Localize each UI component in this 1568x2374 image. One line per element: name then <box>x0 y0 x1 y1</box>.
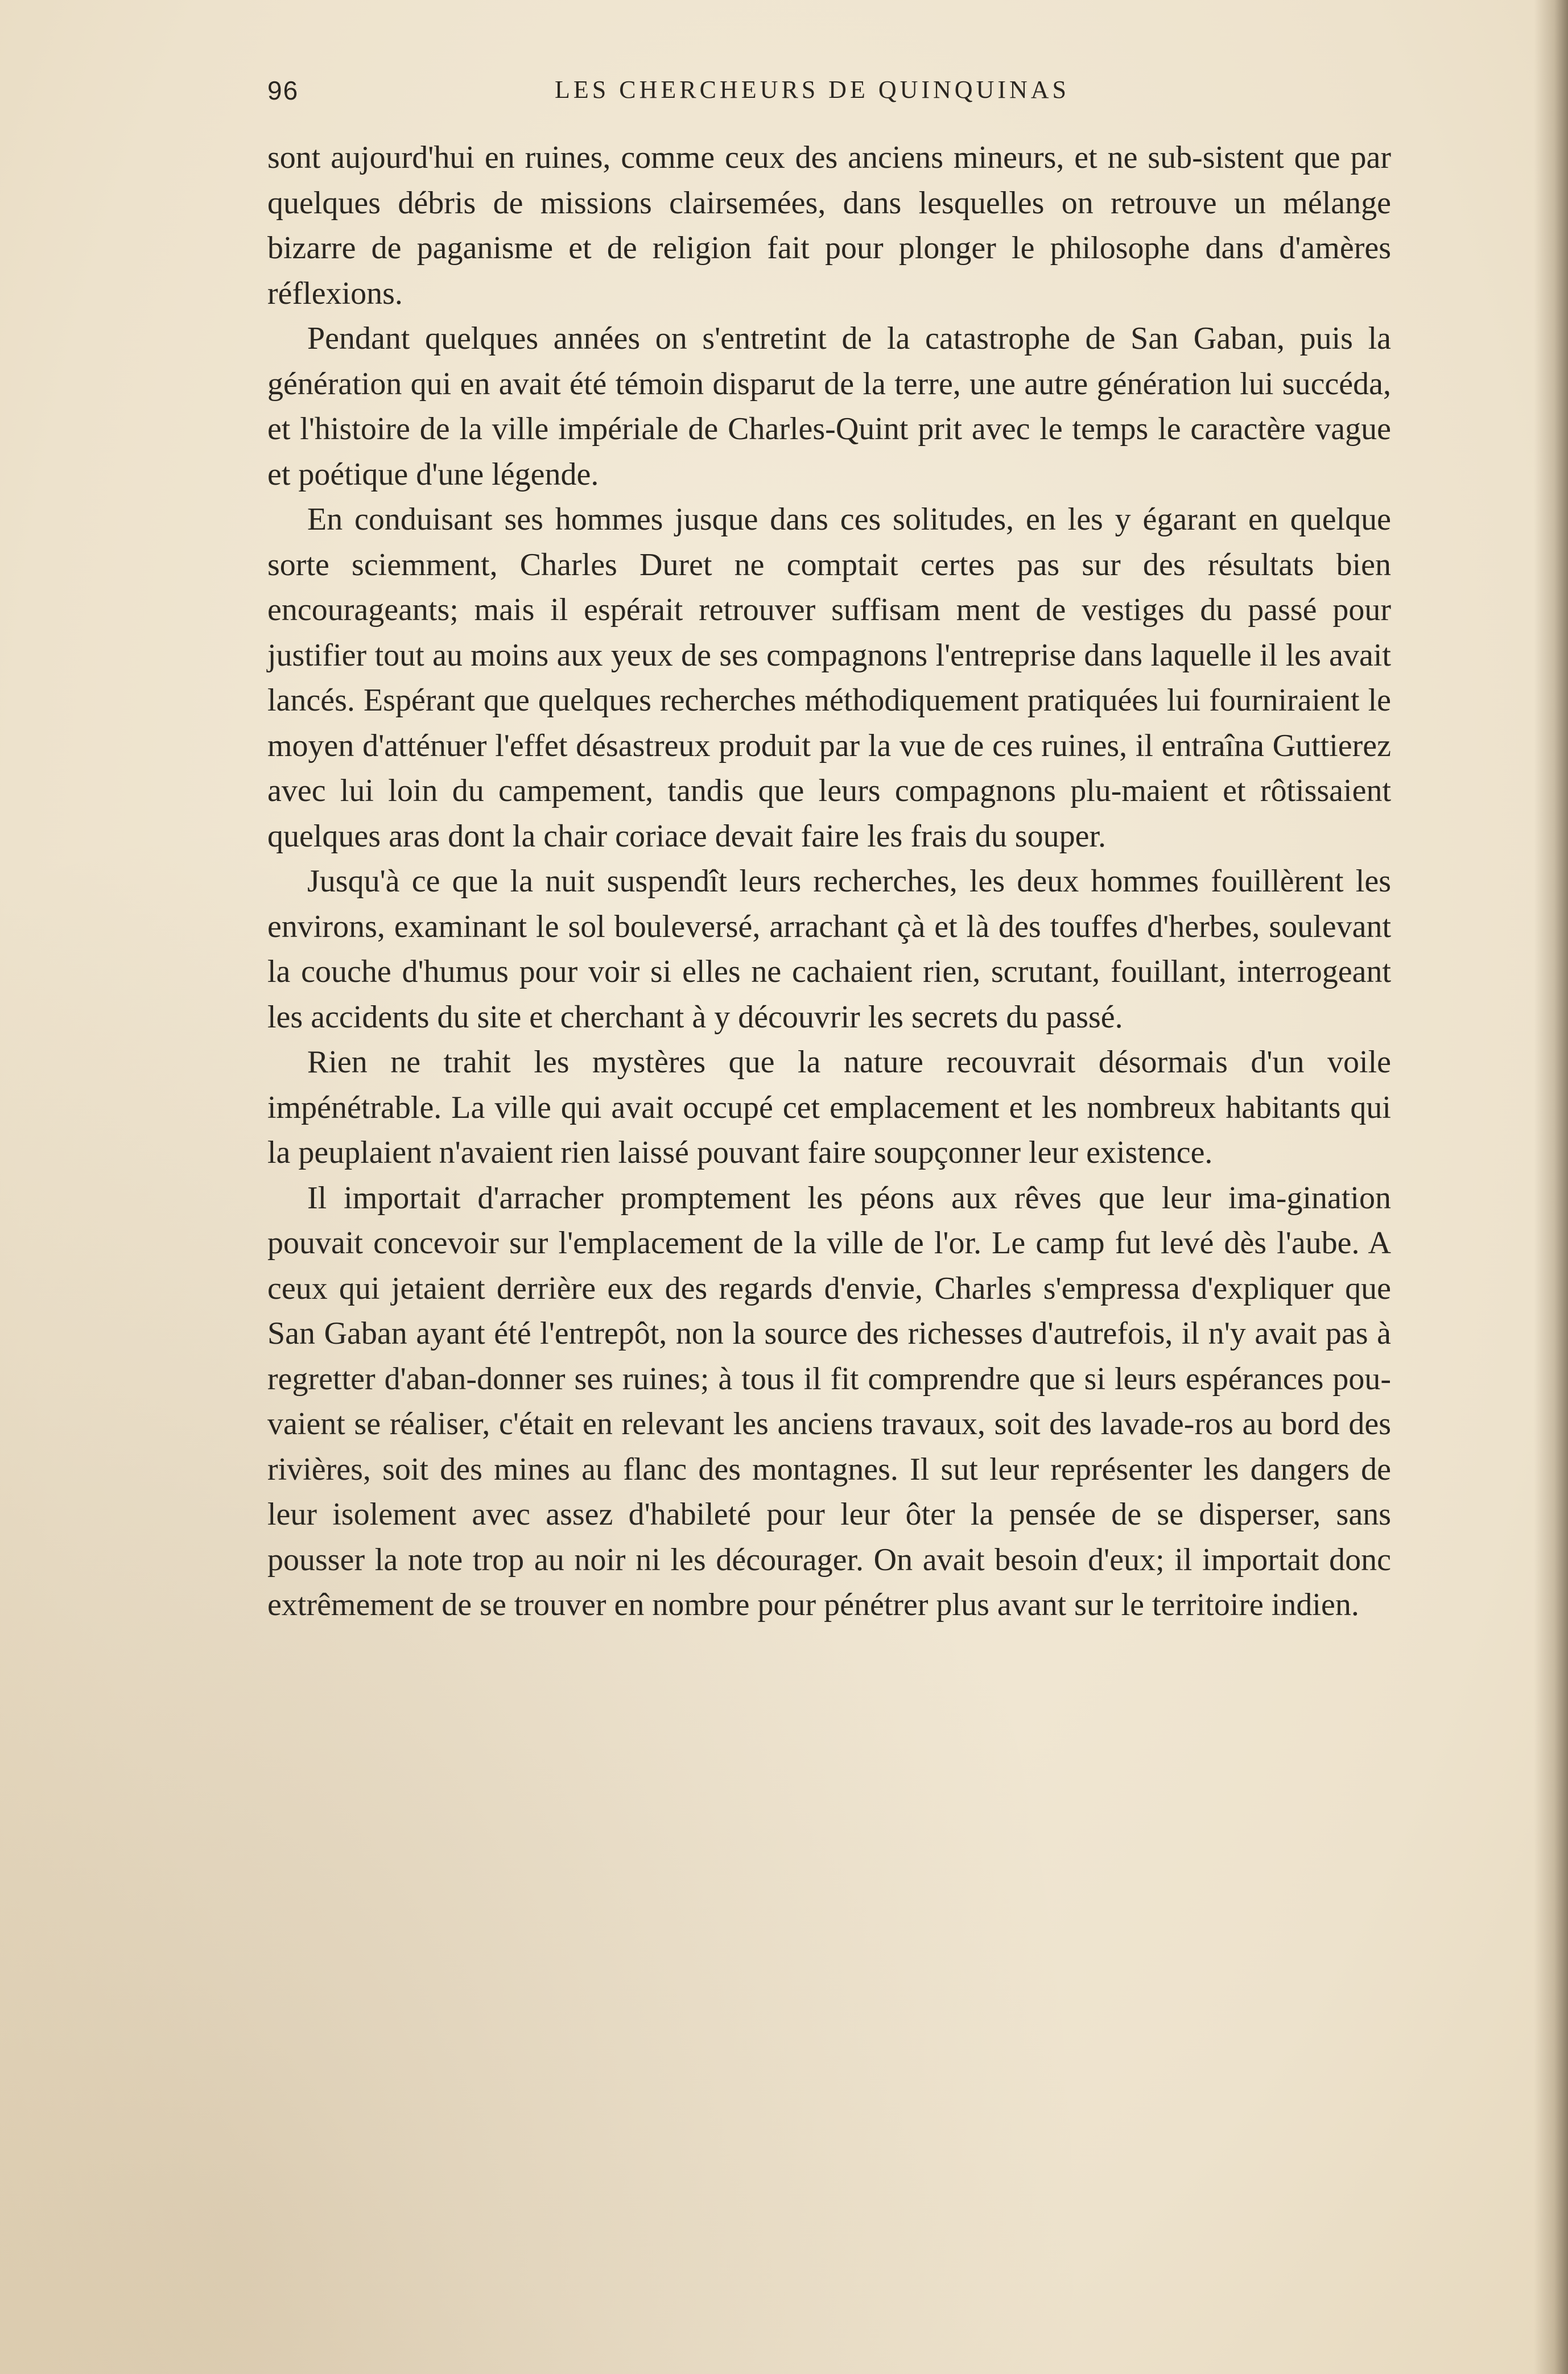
paragraph: Pendant quelques années on s'entretint de la catastrophe de San Gaban, puis la génération qui en avait été témoin disparut de la terre, une autre génération lui succéda, et l'histoire de la ville impériale de Charles-Quint prit avec le temps le caractère vague et poétique d'une légende. <box>267 321 1391 492</box>
page-edge-shadow <box>1534 0 1568 2374</box>
body-text <box>267 135 1391 1628</box>
paragraph: Jusqu'à ce que la nuit suspendît leurs recherches, les deux hommes fouillèrent les environs, examinant le sol bouleversé, arrachant çà et là des touffes d'herbes, soulevant la couche d'humus pour voir si elles ne cachaient rien, scrutant, fouillant, interrogeant les accidents du site et cherchant à y découvrir les secrets du passé. <box>267 864 1391 1035</box>
running-header <box>267 75 1391 121</box>
running-title: LES CHERCHEURS DE QUINQUINAS <box>555 76 1070 104</box>
paragraph: sont aujourd'hui en ruines, comme ceux des anciens mineurs, et ne sub-sistent que par quelques débris de missions clairsemées, dans lesquelles on retrouve un mélange bizarre de paganisme et de religion fait pour plonger le philosophe dans d'amères réflexions. <box>267 140 1391 311</box>
paragraph: Rien ne trahit les mystères que la nature recouvrait désormais d'un voile impénétrable. La ville qui avait occupé cet emplacement et les nombreux habitants qui la peuplaient n'avaient rien laissé pouvant faire soupçonner leur existence. <box>267 1044 1391 1170</box>
paragraph: En conduisant ses hommes jusque dans ces solitudes, en les y égarant en quelque sorte sciemment, Charles Duret ne comptait certes pas sur des résultats bien encourageants; mais il espérait retrouver suffisam ment de vestiges du passé pour justifier tout au moins aux yeux de ses compagnons l'entreprise dans laquelle il les avait lancés. Espérant que quelques recherches méthodiquement pratiquées lui fourniraient le moyen d'atténuer l'effet désastreux produit par la vue de ces ruines, il entraîna Guttierez avec lui loin du campement, tandis que leurs compagnons plu-maient et rôtissaient quelques aras dont la chair coriace devait faire les frais du souper. <box>267 502 1391 854</box>
page-number: 96 <box>267 76 299 105</box>
paragraph: Il importait d'arracher promptement les péons aux rêves que leur ima-gination pouvait concevoir sur l'emplacement de la ville de l'or. Le camp fut levé dès l'aube. A ceux qui jetaient derrière eux des regards d'envie, Charles s'empressa d'expliquer que San Gaban ayant été l'entrepôt, non la source des richesses d'autrefois, il n'y avait pas à regretter d'aban-donner ses ruines; à tous il fit comprendre que si leurs espérances pou-vaient se réaliser, c'était en relevant les anciens travaux, soit des lavade-ros au bord des rivières, soit des mines au flanc des montagnes. Il sut leur représenter les dangers de leur isolement avec assez d'habileté pour leur ôter la pensée de se disperser, sans pousser la note trop au noir ni les décourager. On avait besoin d'eux; il importait donc extrêmement de se trouver en nombre pour pénétrer plus avant sur le territoire indien. <box>267 1180 1391 1622</box>
